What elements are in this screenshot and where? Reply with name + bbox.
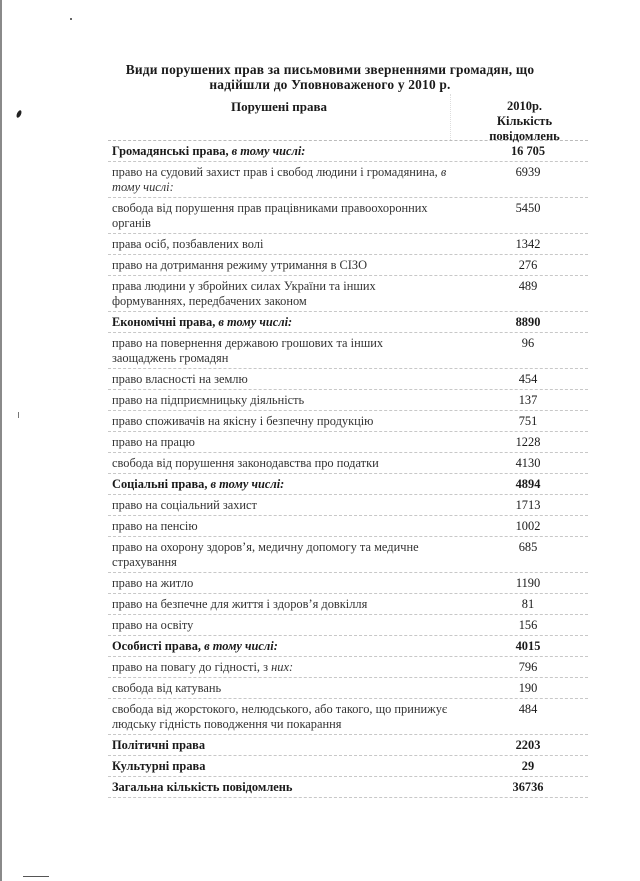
- ink-mark: [15, 110, 22, 119]
- table-row: [108, 369, 588, 390]
- row-label: [108, 411, 450, 431]
- row-value: 4015: [515, 639, 541, 653]
- row-label-text: свобода від катувань: [112, 681, 222, 695]
- row-label-text: право на дотримання режиму утримання в СІЗО: [112, 258, 368, 272]
- row-label-text: Соціальні права,: [112, 477, 211, 491]
- row-label-text: Загальна кількість повідомлень: [112, 780, 293, 794]
- row-label-text: Громадянські права,: [112, 144, 232, 158]
- row-label: [108, 162, 450, 197]
- category-row: [108, 312, 588, 333]
- row-label: [108, 537, 450, 572]
- row-label-text: свобода від жорстокого, нелюдського, або такого, що принижує людську гідність поводження чи покарання: [112, 702, 448, 731]
- row-label-text: Особисті права,: [112, 639, 205, 653]
- ink-mark: [23, 876, 49, 877]
- row-label: [108, 699, 450, 734]
- row-value: 137: [518, 393, 538, 407]
- row-label-text: право на повернення державою грошових та інших заощаджень громадян: [112, 336, 384, 365]
- header-count-label: Кількість повідомлень: [489, 114, 560, 143]
- row-value: 96: [521, 336, 535, 350]
- row-label: [108, 615, 450, 635]
- row-value: 4130: [515, 456, 541, 470]
- row-label-italic: них:: [271, 660, 294, 674]
- row-label: [108, 495, 450, 515]
- table-row: [108, 162, 588, 198]
- row-value: 796: [518, 660, 538, 674]
- row-label: [108, 594, 450, 614]
- category-row: [108, 636, 588, 657]
- row-label-text: право на освіту: [112, 618, 194, 632]
- row-value: 1713: [515, 498, 541, 512]
- category-row: [108, 756, 588, 777]
- row-label-text: Культурні права: [112, 759, 206, 773]
- table-body: [108, 141, 588, 798]
- row-label-text: Політичні права: [112, 738, 206, 752]
- row-label-text: право на підприємницьку діяльність: [112, 393, 305, 407]
- table-header: [108, 94, 588, 141]
- table-row: [108, 516, 588, 537]
- row-label-italic: в тому числі:: [210, 477, 285, 491]
- row-label: [108, 333, 450, 368]
- table-row: [108, 678, 588, 699]
- table-row: [108, 615, 588, 636]
- row-label: [108, 453, 450, 473]
- category-row: [108, 474, 588, 495]
- row-value: 751: [518, 414, 538, 428]
- table-row: [108, 234, 588, 255]
- row-value: 484: [518, 702, 538, 716]
- row-label-text: свобода від порушення законодавства про податки: [112, 456, 379, 470]
- table-row: [108, 390, 588, 411]
- row-label: [108, 516, 450, 536]
- row-value: 1002: [515, 519, 541, 533]
- row-label: [108, 390, 450, 410]
- row-value: 1342: [515, 237, 541, 251]
- row-label: [108, 657, 450, 677]
- row-label: [108, 573, 450, 593]
- row-label: [108, 756, 450, 776]
- row-label-text: право на безпечне для життя і здоров’я довкілля: [112, 597, 368, 611]
- table-row: [108, 657, 588, 678]
- row-label-text: права людини у збройних силах України та інших формуваннях, передбачених законом: [112, 279, 376, 308]
- category-row: [108, 777, 588, 798]
- row-value: 1190: [515, 576, 541, 590]
- row-label: [108, 474, 450, 494]
- table-row: [108, 537, 588, 573]
- row-label-italic: в тому числі:: [204, 639, 278, 653]
- header-year: 2010р.: [506, 99, 543, 113]
- row-value: 1228: [515, 435, 541, 449]
- row-label: [108, 777, 450, 797]
- row-label: [108, 276, 450, 311]
- row-label: [108, 678, 450, 698]
- table-row: [108, 198, 588, 234]
- row-value: 5450: [515, 201, 541, 215]
- row-label-italic: в тому числі:: [218, 315, 293, 329]
- table-row: [108, 699, 588, 735]
- row-label: [108, 432, 450, 452]
- table-row: [108, 255, 588, 276]
- row-label-text: право власності на землю: [112, 372, 248, 386]
- row-label: [108, 141, 450, 161]
- row-label-italic: в тому числі:: [112, 165, 447, 194]
- row-value: 156: [518, 618, 538, 632]
- row-label: [108, 636, 450, 656]
- row-label-text: право на пенсію: [112, 519, 198, 533]
- ink-mark: [18, 412, 19, 418]
- table-row: [108, 411, 588, 432]
- row-value: 29: [521, 759, 535, 773]
- row-value: 276: [518, 258, 538, 272]
- row-label: [108, 255, 450, 275]
- table-row: [108, 276, 588, 312]
- row-value: 2203: [515, 738, 541, 752]
- row-label-text: Економічні права,: [112, 315, 219, 329]
- row-label: [108, 198, 450, 233]
- table-row: [108, 594, 588, 615]
- row-value: 81: [521, 597, 535, 611]
- row-value: 685: [518, 540, 538, 554]
- row-value: 4894: [515, 477, 541, 491]
- table-row: [108, 453, 588, 474]
- row-label: [108, 234, 450, 254]
- category-row: [108, 735, 588, 756]
- table-row: [108, 495, 588, 516]
- row-label-text: право споживачів на якісну і безпечну продукцію: [112, 414, 374, 428]
- row-label: [108, 312, 450, 332]
- row-label-text: право на житло: [112, 576, 194, 590]
- table-row: [108, 333, 588, 369]
- row-label-text: право на повагу до гідності, з: [112, 660, 272, 674]
- row-label: [108, 735, 450, 755]
- row-label-text: права осіб, позбавлених волі: [112, 237, 264, 251]
- document-title: Види порушених прав за письмовими зверненнями громадян, що надійшли до Уповноваженого у 2010 р.: [125, 62, 535, 92]
- row-label-text: право на охорону здоров’я, медичну допомогу та медичне страхування: [112, 540, 419, 569]
- row-value: 190: [518, 681, 538, 695]
- row-label-text: свобода від порушення прав працівниками правоохоронних органів: [112, 201, 428, 230]
- header-count: [451, 94, 588, 143]
- row-value: 8890: [515, 315, 541, 329]
- scan-edge: [0, 0, 2, 881]
- header-violated-rights: Порушені права: [108, 94, 451, 140]
- row-label-text: право на соціальний захист: [112, 498, 257, 512]
- row-label-text: право на судовий захист прав і свобод людини і громадянина,: [112, 165, 441, 179]
- row-value: 454: [518, 372, 538, 386]
- table-row: [108, 573, 588, 594]
- row-value: 16 705: [510, 144, 546, 158]
- row-label-italic: в тому числі:: [231, 144, 306, 158]
- row-label-text: право на працю: [112, 435, 195, 449]
- row-label: [108, 369, 450, 389]
- category-row: [108, 141, 588, 162]
- row-value: 36736: [512, 780, 544, 794]
- violations-table: [108, 94, 588, 798]
- row-value: 6939: [515, 165, 541, 179]
- ink-mark: [70, 18, 72, 20]
- table-row: [108, 432, 588, 453]
- row-value: 489: [518, 279, 538, 293]
